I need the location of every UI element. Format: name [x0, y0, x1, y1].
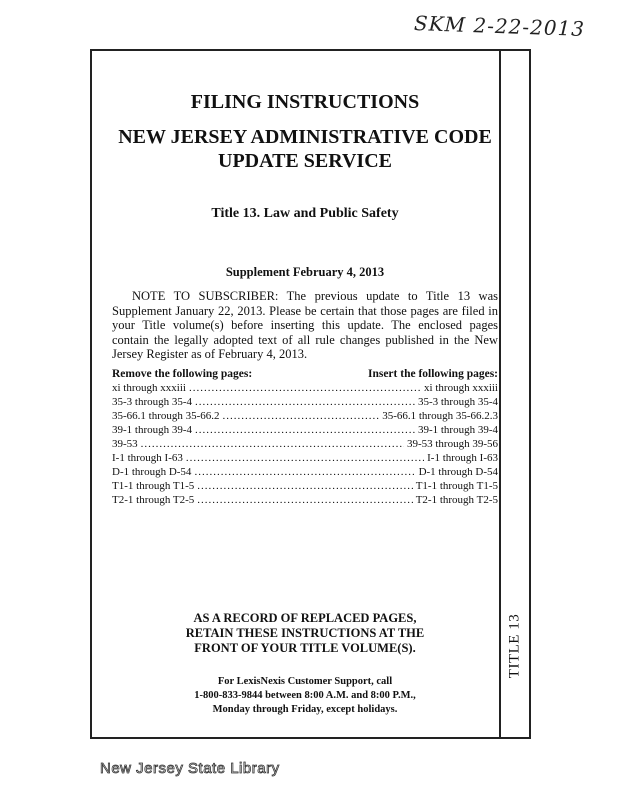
insert-pages: xi through xxxiii: [424, 382, 498, 394]
record-line-1: AS A RECORD OF REPLACED PAGES,: [193, 611, 417, 625]
page-replacement-table: [112, 367, 498, 507]
title-line: Title 13. Law and Public Safety: [211, 206, 399, 221]
remove-pages: 35-3 through 35-4: [112, 396, 193, 408]
title-side-tab: [499, 51, 529, 737]
insert-header: Insert the following pages:: [367, 368, 498, 380]
remove-pages: 39-1 through 39-4: [112, 424, 193, 436]
insert-pages: I-1 through I-63: [427, 452, 498, 464]
record-line-2: RETAIN THESE INSTRUCTIONS AT THE: [185, 626, 425, 640]
table-row: [112, 493, 498, 507]
remove-pages: 35-66.1 through 35-66.2: [112, 410, 220, 422]
handwritten-note: SKM 2-22-2013: [413, 11, 586, 41]
remove-pages: D-1 through D-54: [112, 466, 192, 478]
table-row: [112, 479, 498, 493]
table-row: [112, 381, 498, 395]
remove-pages: 39-53: [112, 438, 138, 450]
support-line-2: 1-800-833-9844 between 8:00 A.M. and 8:00 P.M.,: [194, 690, 416, 701]
remove-pages: T2-1 through T2-5: [112, 494, 195, 506]
table-row: [112, 437, 498, 451]
customer-support: [112, 675, 498, 717]
insert-pages: 39-1 through 39-4: [417, 424, 498, 436]
table-row: [112, 409, 498, 423]
supplement-date: Supplement February 4, 2013: [225, 265, 385, 279]
note-to-subscriber: NOTE TO SUBSCRIBER: The previous update to Title 13 was Supplement January 22, 2013. Please be certain that those pages are filed in your Title volume(s) before inserting this update. The enclosed pages contain the legally adopted text of all rule changes published in the New Jersey Register as of February 4, 2013.: [112, 289, 498, 361]
code-title-line1: NEW JERSEY ADMINISTRATIVE CODE: [118, 126, 492, 148]
document-frame: [90, 49, 531, 739]
table-row: [112, 451, 498, 465]
tab-label: TITLE 13: [506, 613, 523, 679]
code-title-line2: UPDATE SERVICE: [218, 150, 392, 172]
insert-pages: T1-1 through T1-5: [415, 480, 498, 492]
table-row: [112, 465, 498, 479]
remove-pages: xi through xxxiii: [112, 382, 186, 394]
table-header: [112, 367, 498, 381]
remove-pages: I-1 through I-63: [112, 452, 183, 464]
insert-pages: 35-66.1 through 35-66.2.3: [382, 410, 498, 422]
insert-pages: 35-3 through 35-4: [417, 396, 498, 408]
remove-pages: T1-1 through T1-5: [112, 480, 195, 492]
insert-pages: D-1 through D-54: [418, 466, 498, 478]
library-stamp: New Jersey State Library: [100, 760, 280, 777]
record-line-3: FRONT OF YOUR TITLE VOLUME(S).: [194, 641, 416, 655]
insert-pages: 39-53 through 39-56: [406, 438, 498, 450]
support-line-1: For LexisNexis Customer Support, call: [217, 676, 393, 687]
table-row: [112, 423, 498, 437]
filing-instructions-heading: FILING INSTRUCTIONS: [190, 91, 420, 113]
support-line-3: Monday through Friday, except holidays.: [212, 704, 398, 715]
insert-pages: T2-1 through T2-5: [415, 494, 498, 506]
remove-header: Remove the following pages:: [112, 368, 253, 380]
record-instructions: [112, 611, 498, 656]
table-row: [112, 395, 498, 409]
